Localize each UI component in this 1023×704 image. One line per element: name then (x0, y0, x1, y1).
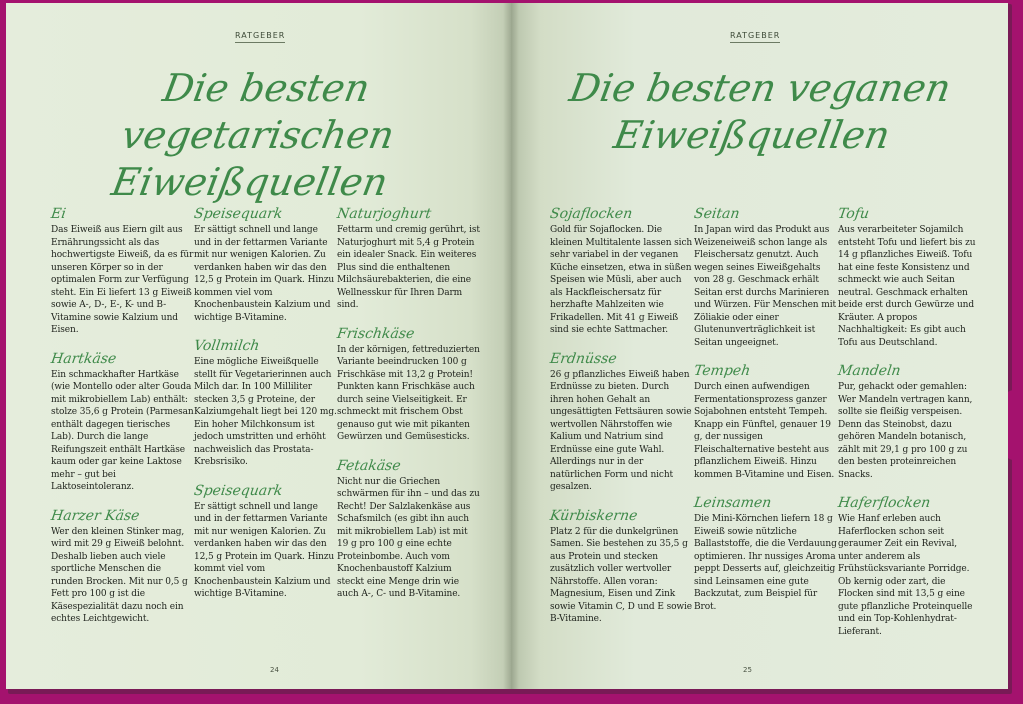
entry-heading: Sojaflocken (548, 206, 634, 222)
entry-text: Nicht nur die Griechen schwärmen für ihn – und das zu Recht! Der Salzlakenkäse aus Schafsmilch (es gibt ihn auch mit mikrobiellem Lab) ist mit 19 g pro 100 g eine echte Proteinbombe. Auch vom Knochenbaustoff Kalzium steckt eine Menge drin wie auch A-, C- und B-Vitamine. (337, 476, 480, 599)
right-title-line1: Die besten veganen (566, 66, 955, 110)
entry-heading: Haferflocken (836, 495, 932, 511)
entry-text: 26 g pflanzliches Eiweiß haben Erdnüsse zu bieten. Durch ihren hohen Gehalt an ungesättigten Fettsäuren sowie wertvollen Nährstoffen wie Kalium und Natrium sind Erdnüsse eine gute Wahl. Allerdings nur in der natürlichen Form und nicht gesalzen. (550, 369, 692, 492)
entry-heading: Leinsamen (692, 495, 773, 511)
article-entry (838, 363, 981, 481)
article-entry (550, 508, 693, 626)
entry-heading: Mandeln (836, 363, 902, 379)
entry-text: Platz 2 für die dunkelgrünen Samen. Sie bestehen zu 35,5 g aus Protein und stecken zusätzlich voller wertvoller Nährstoffe. Allen voran: Magnesium, Eisen und Zink sowie Vitamin C, D und E sowie B-Vitamine. (550, 526, 693, 624)
left-column-2 (194, 206, 337, 615)
left-title-line2: Eiweißquellen (108, 160, 392, 204)
article-entry (550, 351, 693, 494)
right-title-line2: Eiweißquellen (610, 113, 894, 157)
entry-heading: Vollmilch (192, 338, 261, 354)
article-entry (694, 206, 837, 349)
right-column-2 (694, 206, 837, 627)
entry-text: Fettarm und cremig gerührt, ist Naturjoghurt mit 5,4 g Protein ein idealer Snack. Ein weiteres Plus sind die enthaltenen Milchsäurebakterien, die eine Wellnesskur für Ihren Darm sind. (337, 225, 480, 310)
article-entry (694, 363, 837, 481)
entry-text: Er sättigt schnell und lange und in der fettarmen Variante mit nur wenigen Kalorien. Zu verdanken haben wir das den 12,5 g Protein im Quark. Hinzu kommt viel vom Knochenbaustein Kalzium und wichtige B-Vitamine. (194, 501, 335, 599)
entry-heading: Naturjoghurt (335, 206, 433, 222)
running-head-left: RATGEBER (235, 31, 285, 43)
article-entry (194, 483, 337, 601)
article-entry (194, 338, 337, 469)
right-column-3 (838, 206, 981, 652)
entry-text: Wie Hanf erleben auch Haferflocken schon seit geraumer Zeit ein Revival, unter anderem als Frühstücksvariante Porridge. Ob kernig oder zart, die Flocken sind mit 13,5 g eine gute pflanzliche Proteinquelle und ein Top-Kohlenhydrat-Lieferant. (838, 514, 973, 637)
entry-heading: Speisequark (192, 482, 284, 499)
article-entry (194, 206, 337, 324)
entry-heading: Fetakäse (335, 457, 402, 474)
entry-heading: Ei (49, 206, 67, 222)
entry-text: In Japan wird das Produkt aus Weizeneiweiß schon lange als Fleischersatz genutzt. Auch wegen seines Eiweißgehalts von 28 g. Geschmack erhält Seitan erst durchs Marinieren und Würzen. Für Menschen mit Zöliakie oder einer Glutenunverträglichkeit ist Seitan ungeeignet. (694, 225, 836, 348)
entry-heading: Seitan (692, 206, 741, 222)
article-entry (337, 326, 480, 444)
left-page (6, 3, 511, 689)
article-entry (838, 206, 981, 349)
page-number-right: 25 (743, 666, 752, 674)
left-title-line1: Die besten vegetarischen (118, 66, 398, 157)
entry-text: In der körnigen, fettreduzierten Variante beeindrucken 100 g Frischkäse mit 13,2 g Protein! Punkten kann Frischkäse auch durch seine Vielseitigkeit. Er schmeckt mit frischem Obst genauso gut wie mit pikanten Gewürzen und Gemüsesticks. (337, 344, 480, 442)
page-number-left: 24 (270, 666, 279, 674)
article-entry (550, 206, 693, 337)
entry-text: Wer den kleinen Stinker mag, wird mit 29 g Eiweiß belohnt. Deshalb lieben auch viele sportliche Menschen die runden Brocken. Mit nur 0,5 g Fett pro 100 g ist die Käsespezialität dazu noch ein echtes Leichtgewicht. (51, 526, 188, 624)
book-spine (503, 3, 519, 689)
running-head-right: RATGEBER (730, 31, 780, 43)
entry-heading: Tempeh (692, 363, 752, 379)
entry-heading: Kürbiskerne (548, 507, 639, 524)
entry-text: Er sättigt schnell und lange und in der fettarmen Variante mit nur wenigen Kalorien. Zu verdanken haben wir das den 12,5 g Protein im Quark. Hinzu kommen viel vom Knochenbaustein Kalzium und wichtige B-Vitamine. (194, 225, 335, 323)
entry-text: Das Eiweiß aus Eiern gilt aus Ernährungssicht als das hochwertigste Eiweiß, da es für unseren Körper so in der optimalen Form zur Verfügung steht. Ein Ei liefert 13 g Eiweiß sowie A-, D-, E-, K- und B-Vitamine sowie Kalzium und Eisen. (51, 225, 194, 335)
entry-heading: Hartkäse (49, 350, 118, 367)
article-entry (337, 206, 480, 312)
article-entry (838, 495, 981, 638)
article-entry (51, 351, 194, 494)
entry-text: Aus verarbeiteter Sojamilch entsteht Tofu und liefert bis zu 14 g pflanzliches Eiweiß. Tofu hat eine feste Konsistenz und schmeckt wie auch Seitan neutral. Geschmack erhalten beide erst durch Gewürze und Kräuter. A propos Nachhaltigkeit: Es gibt auch Tofu aus Deutschland. (838, 225, 976, 348)
entry-heading: Harzer Käse (49, 507, 141, 524)
entry-text: Ein schmackhafter Hartkäse (wie Montello oder alter Gouda mit mikrobiellem Lab) enthält: stolze 35,6 g Protein (Parmesan enthält dagegen tierisches Lab). Durch die lange Reifungszeit enthält Hartkäse kaum oder gar keine Laktose mehr – gut bei Laktoseintoleranz. (51, 369, 194, 492)
left-column-1 (51, 206, 194, 640)
right-page (511, 3, 1008, 689)
entry-text: Eine mögliche Eiweißquelle stellt für Vegetarierinnen auch Milch dar. In 100 Milliliter stecken 3,5 g Proteine, der Kalziumgehalt liegt bei 120 mg. Ein hoher Milchkonsum ist jedoch umstritten und erhöht nachweislich das Prostata-Krebsrisiko. (194, 357, 337, 467)
article-entry (51, 206, 194, 337)
left-column-3 (337, 206, 480, 615)
entry-text: Durch einen aufwendigen Fermentationsprozess ganzer Sojabohnen entsteht Tempeh. Knapp ein Fünftel, genauer 19 g, der nussigen Fleischalternative besteht aus pflanzlichem Eiweiß. Hinzu kommen B-Vitamine und Eisen. (694, 382, 835, 480)
entry-heading: Frischkäse (335, 325, 416, 342)
entry-heading: Erdnüsse (548, 350, 618, 367)
right-page-title (548, 65, 965, 159)
entry-text: Gold für Sojaflocken. Die kleinen Multitalente lassen sich sehr variabel in der veganen Küche einsetzen, etwa in süßen Speisen wie Müsli, aber auch als Hackfleischersatz für herzhafte Mahlzeiten wie Frikadellen. Mit 41 g Eiweiß sind sie echte Sattmacher. (550, 225, 693, 335)
entry-text: Die Mini-Körnchen liefern 18 g Eiweiß sowie nützliche Ballaststoffe, die die Verdauung optimieren. Ihr nussiges Aroma peppt Desserts auf, gleichzeitig sind Leinsamen eine gute Backzutat, zum Beispiel für Brot. (694, 514, 837, 612)
entry-text: Pur, gehackt oder gemahlen: Wer Mandeln vertragen kann, sollte sie fleißig verspeisen. Denn das Steinobst, dazu gehören Mandeln botanisch, zählt mit 29,1 g pro 100 g zu den besten proteinreichen Snacks. (838, 382, 973, 480)
left-page-title (46, 65, 471, 206)
article-entry (337, 458, 480, 601)
right-column-1 (550, 206, 693, 640)
article-entry (51, 508, 194, 626)
entry-heading: Speisequark (192, 206, 284, 222)
entry-heading: Tofu (836, 206, 871, 222)
article-entry (694, 495, 837, 613)
